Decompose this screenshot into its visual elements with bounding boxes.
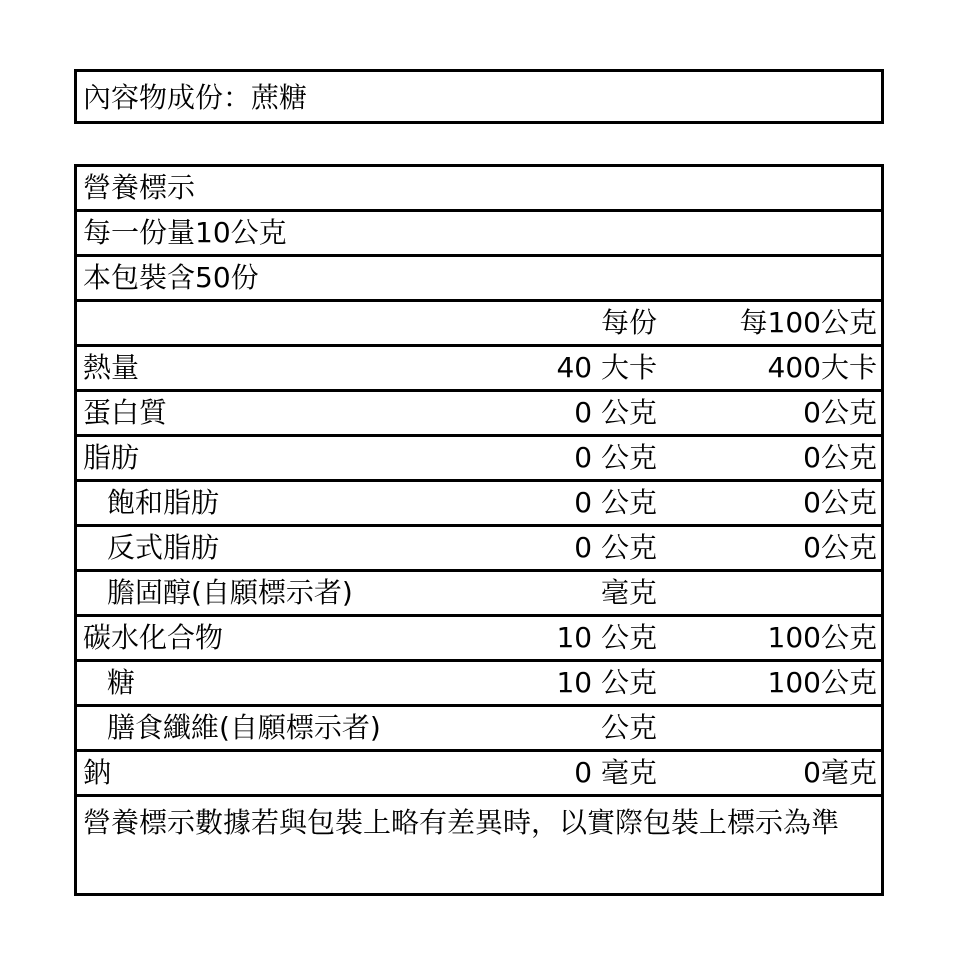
- nutrient-per-100g: 0公克: [803, 441, 877, 474]
- serving-size-row: [77, 212, 881, 257]
- column-header-per-serving: 每份: [600, 306, 657, 339]
- nutrition-footnote: 營養標示數據若與包裝上略有差異時，以實際包裝上標示為準: [83, 806, 840, 839]
- servings-per-package-row: [77, 257, 881, 302]
- nutrient-per-serving: 公克: [600, 711, 657, 744]
- nutrient-per-100g: 400大卡: [767, 351, 877, 384]
- nutrient-per-serving: 10 公克: [556, 666, 657, 699]
- nutrient-label: 反式脂肪: [107, 531, 220, 564]
- ingredients-box: [74, 69, 884, 124]
- nutrient-per-serving: 0 公克: [574, 486, 657, 519]
- nutrient-label: 飽和脂肪: [107, 486, 220, 519]
- nutrient-row: [77, 572, 881, 617]
- ingredients-text: 內容物成份：蔗糖: [83, 81, 308, 114]
- footnote-row: [77, 797, 881, 893]
- nutrient-label: 脂肪: [83, 441, 140, 474]
- nutrient-label: 碳水化合物: [83, 621, 224, 654]
- nutrient-per-serving: 0 公克: [574, 396, 657, 429]
- nutrient-per-serving: 0 毫克: [574, 756, 657, 789]
- nutrient-row: [77, 392, 881, 437]
- nutrient-label: 熱量: [83, 351, 140, 384]
- nutrient-row: [77, 617, 881, 662]
- servings-per-package: 本包裝含50份: [83, 261, 259, 294]
- nutrient-label: 膳食纖維(自願標示者): [107, 711, 381, 744]
- nutrient-per-serving: 0 公克: [574, 441, 657, 474]
- nutrient-row: [77, 482, 881, 527]
- nutrient-label: 膽固醇(自願標示者): [107, 576, 353, 609]
- column-header-row: [77, 302, 881, 347]
- nutrient-per-serving: 10 公克: [556, 621, 657, 654]
- nutrient-label: 鈉: [83, 756, 112, 789]
- nutrient-row: [77, 527, 881, 572]
- nutrient-per-serving: 毫克: [600, 576, 657, 609]
- nutrition-facts-table: [74, 164, 884, 896]
- nutrient-per-100g: 0公克: [803, 531, 877, 564]
- nutrition-title: 營養標示: [83, 171, 196, 204]
- nutrient-per-100g: 100公克: [767, 666, 877, 699]
- nutrition-title-row: [77, 167, 881, 212]
- nutrient-row: [77, 752, 881, 797]
- nutrient-row: [77, 437, 881, 482]
- nutrient-row: [77, 707, 881, 752]
- nutrient-per-serving: 40 大卡: [556, 351, 657, 384]
- nutrient-per-serving: 0 公克: [574, 531, 657, 564]
- nutrient-per-100g: 0公克: [803, 486, 877, 519]
- nutrient-row: [77, 347, 881, 392]
- serving-size: 每一份量10公克: [83, 216, 287, 249]
- nutrient-per-100g: 100公克: [767, 621, 877, 654]
- nutrient-label: 糖: [107, 666, 136, 699]
- nutrient-label: 蛋白質: [83, 396, 168, 429]
- nutrient-per-100g: 0毫克: [803, 756, 877, 789]
- nutrient-per-100g: 0公克: [803, 396, 877, 429]
- nutrient-row: [77, 662, 881, 707]
- column-header-per-100g: 每100公克: [739, 306, 877, 339]
